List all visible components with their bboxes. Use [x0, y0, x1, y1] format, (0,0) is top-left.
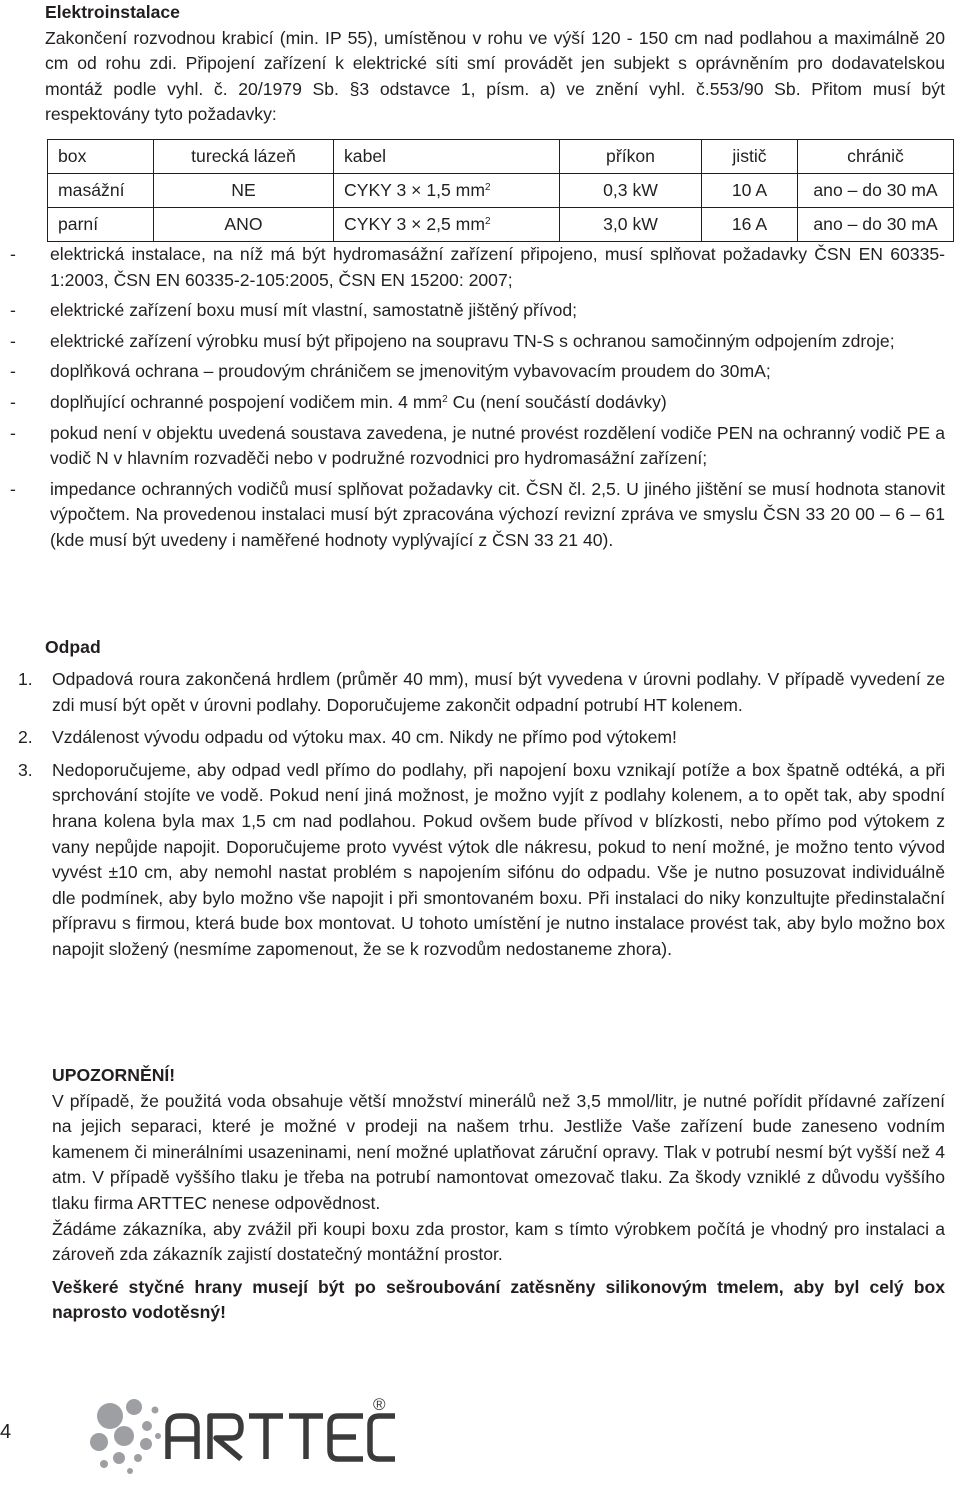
table-cell	[334, 174, 560, 208]
table-cell: ano – do 30 mA	[798, 208, 954, 242]
list-item-text: elektrické zařízení výrobku musí být připojeno na soupravu TN-S s ochranou samočinným odpojením zdroje;	[50, 330, 895, 351]
list-item	[10, 390, 945, 416]
item-number: 3.	[18, 759, 33, 780]
numbered-item	[18, 725, 945, 751]
list-item	[10, 359, 945, 385]
dash-marker: -	[10, 330, 16, 351]
list-item	[10, 298, 945, 324]
dash-marker: -	[10, 422, 16, 443]
table-cell: 0,3 kW	[560, 174, 702, 208]
numbered-item	[18, 667, 945, 718]
customer-paragraph: Žádáme zákazníka, aby zvážil při koupi boxu zda prostor, kam s tímto výrobkem počítá je vhodný pro instalaci a zároveň zda zákazník zajistí dostatečný montážní prostor.	[52, 1218, 945, 1265]
list-item-text: impedance ochranných vodičů musí splňovat požadavky cit. ČSN čl. 2,5. U jiného jištění se musí hodnota stanovit výpočtem. Na provedenou instalaci musí být zpracována výchozí revizní zpráva ve smyslu ČSN 33 20 00 – 6 – 61 (kde musí být uvedeny i naměřené hodnoty vyplývající z ČSN 33 21 40).	[50, 478, 945, 550]
list-item-text: elektrická instalace, na níž má být hydromasážní zařízení připojeno, musí splňovat požadavky ČSN EN 60335-1:2003, ČSN EN 60335-2-105:2005, ČSN EN 15200: 2007;	[50, 244, 945, 290]
table-row	[48, 174, 954, 208]
list-item	[10, 329, 945, 355]
table-cell: parní	[48, 208, 154, 242]
list-item-text	[50, 390, 945, 416]
dash-marker: -	[10, 478, 16, 499]
spec-table	[47, 139, 954, 242]
table-header-cell: příkon	[560, 140, 702, 174]
numbered-item-text: Vzdálenost vývodu odpadu od výtoku max. 40 cm. Nikdy ne přímo pod výtokem!	[52, 727, 677, 748]
table-cell: 10 A	[702, 174, 798, 208]
list-item-text: doplňková ochrana – proudovým chráničem se jmenovitým vybavovacím proudem do 30mA;	[50, 361, 771, 382]
table-cell: 16 A	[702, 208, 798, 242]
numbered-item-text: Odpadová roura zakončená hrdlem (průměr 40 mm), musí být vyvedena v úrovni podlahy. V případě vyvedení ze zdi musí být opět v úrovni podlahy. Doporučujeme zakončit odpadní potrubí HT kolenem.	[52, 669, 945, 715]
table-cell: 3,0 kW	[560, 208, 702, 242]
numbered-item-text: Nedoporučujeme, aby odpad vedl přímo do podlahy, při napojení boxu vznikají potíže a box špatně odtéká, a při sprchování stojíte ve vodě. Pokud není jiná možnost, je možno vyjít z podlahy kolenem, a to opět tak, aby spodní hrana kolena byla max 1,5 cm nad podlahou. Pokud ovšem bude přívod v blízkosti, nebo přímo pod výtokem z vany nepůjde napojit. Doporučujeme proto vyvést výtok dle nákresu, pokud to není možné, je možno tento vývod vyvést ±10 cm, aby nemohl nastat problém s napojením sifónu do odpadu. Vše je nutno posuzovat individuálně dle podmínek, aby bylo možno vše napojit i při smontovaném boxu. Při instalaci do niky konzultujte předinstalační přípravu s firmou, která bude box montovat. U tohoto umístění je nutno instalace provést tak, aby bylo možno box napojit složený (nesmíme zapomenout, že se k rozvodům nedostaneme zhora).	[52, 759, 945, 959]
table-header-cell: kabel	[334, 140, 560, 174]
section-heading-odpad: Odpad	[45, 637, 101, 657]
electro-intro: Zakončení rozvodnou krabicí (min. IP 55), umístěnou v rohu ve výší 120 - 150 cm nad podlahou a maximálně 20 cm od rohu zdi. Připojení zařízení k elektrické síti smí provádět jen subjekt s oprávněním pro dodavatelskou montáž podle vyhl. č. 20/1979 Sb. §3 odstavce 1, písm. a) ve znění vyhl. č.553/90 Sb. Přitom musí být respektovány tyto požadavky:	[45, 27, 945, 125]
list-item-text-start: doplňující ochranné pospojení vodičem min. 4 mm	[50, 391, 443, 412]
sealing-notice: Veškeré styčné hrany musejí být po sešroubování zatěsněny silikonovým tmelem, aby byl celý box naprosto vodotěsný!	[52, 1276, 945, 1323]
table-header-cell: box	[48, 140, 154, 174]
list-item	[10, 421, 945, 472]
cable-spec: CYKY 3 × 2,5 mm	[344, 213, 485, 234]
table-header-cell: turecká lázeň	[154, 140, 334, 174]
dots-cluster-icon	[90, 1399, 161, 1474]
table-cell: masážní	[48, 174, 154, 208]
table-row	[48, 208, 954, 242]
item-number: 2.	[18, 727, 33, 748]
table-cell: ano – do 30 mA	[798, 174, 954, 208]
drain-list	[18, 667, 945, 970]
list-item-text-end: Cu (není součástí dodávky)	[447, 391, 667, 412]
table-header-row	[48, 140, 954, 174]
table-cell	[334, 208, 560, 242]
list-item-text: elektrické zařízení boxu musí mít vlastní, samostatně jištěný přívod;	[50, 300, 578, 321]
superscript: 2	[442, 393, 448, 405]
dash-marker: -	[10, 244, 16, 264]
list-item	[10, 477, 945, 554]
list-item-text: pokud není v objektu uvedená soustava zavedena, je nutné provést rozdělení vodiče PEN na ochranný vodič PE a vodič N v hlavním rozvaděči nebo v podružné rozvodnici pro hydromasážní zařízení;	[50, 422, 945, 469]
electro-section	[45, 0, 945, 128]
table-cell: NE	[154, 174, 334, 208]
table-header-cell: jistič	[702, 140, 798, 174]
table-cell: ANO	[154, 208, 334, 242]
dash-marker: -	[10, 300, 16, 321]
cable-spec: CYKY 3 × 1,5 mm	[344, 179, 485, 200]
dash-marker: -	[10, 391, 16, 412]
warning-section	[52, 1063, 945, 1326]
warning-title: UPOZORNĚNÍ!	[52, 1065, 176, 1085]
section-heading-elektroinstalace: Elektroinstalace	[45, 2, 180, 22]
list-item	[10, 242, 945, 293]
logo-text: ARTTEC	[86, 1392, 90, 1393]
warning-paragraph: V případě, že použitá voda obsahuje větší množství minerálů než 3,5 mmol/litr, je nutné pořídit přídavné zařízení na jejich separaci, které je možné v prodeji na našem trhu. Jestliže Vaše zařízení bude zaneseno vodním kamenem či minerálními usazeninami, není možné uplatňovat záruční opravy. Tlak v potrubí nesmí být vyšší než 4 atm. V případě vyššího tlaku je třeba na potrubí namontovat omezovač tlaku. Za škody vzniklé z důvodu vyššího tlaku firma ARTTEC nenese odpovědnost.	[52, 1090, 945, 1213]
registered-mark: ®	[373, 1395, 386, 1414]
superscript: 2	[484, 215, 491, 227]
page-number: 4	[0, 1421, 12, 1443]
dash-marker: -	[10, 361, 16, 382]
table-header-cell: chránič	[798, 140, 954, 174]
requirements-list	[10, 242, 945, 559]
numbered-item	[18, 758, 945, 963]
item-number: 1.	[18, 669, 33, 689]
logo-wordmark	[168, 1416, 395, 1459]
arttec-logo	[86, 1392, 396, 1478]
superscript: 2	[484, 181, 491, 193]
